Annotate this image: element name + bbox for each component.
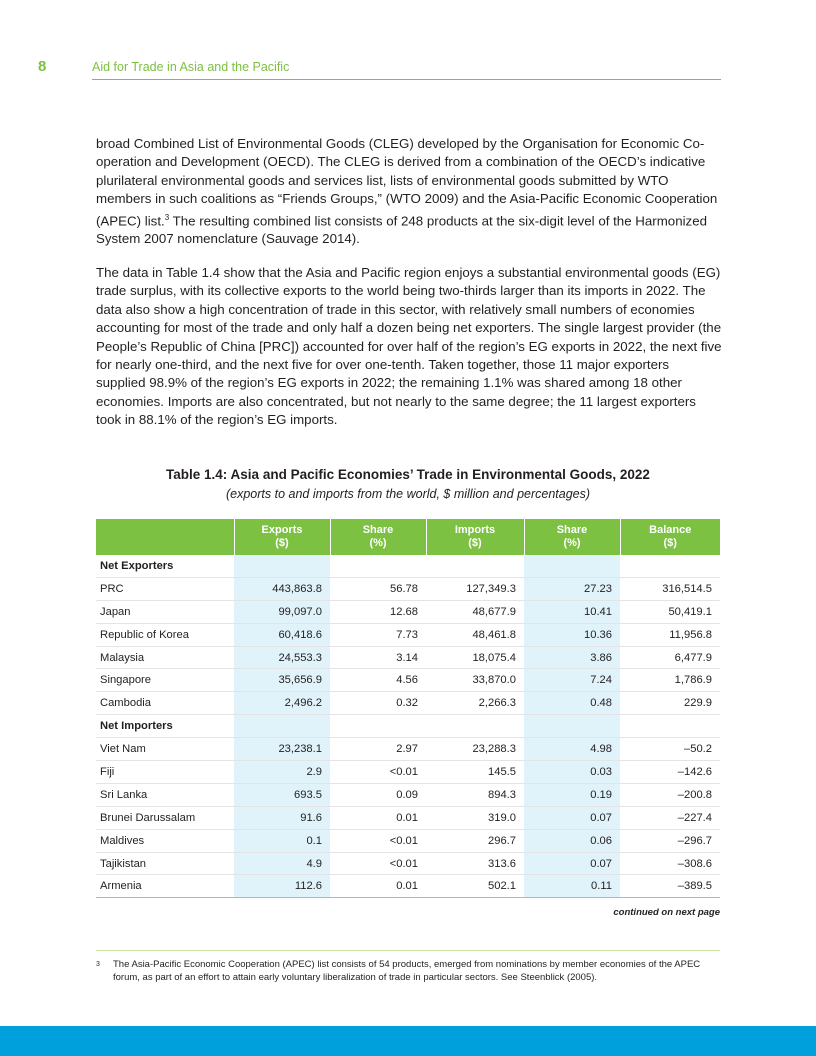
empty-cell (524, 555, 620, 577)
paragraph-1-text-a: broad Combined List of Environmental Goods (CLEG) developed by the Organisation for Economic Co-operation and Development (OECD). The CLEG is derived from a combination of the OECD’s indicative plurilateral environmental goods and services list, lists of environmental goods submitted by WTO members in such coalitions as “Friends Groups,” (WTO 2009) and the Asia-Pacific Economic Cooperation (APEC) list. (96, 136, 718, 229)
cell-imports: 48,461.8 (426, 623, 524, 646)
cell-imports: 502.1 (426, 875, 524, 898)
footnote-reference: 3 (164, 212, 170, 222)
economy-name: Singapore (96, 669, 234, 692)
cell-balance: 316,514.5 (620, 577, 720, 600)
cell-imp-share: 27.23 (524, 577, 620, 600)
economy-name: Republic of Korea (96, 623, 234, 646)
column-header-balance: Balance ($) (620, 519, 720, 555)
table-row (96, 646, 720, 669)
cell-exports: 2,496.2 (234, 692, 330, 715)
economy-name: Japan (96, 600, 234, 623)
cell-exp-share: 2.97 (330, 738, 426, 761)
cell-exp-share: 0.32 (330, 692, 426, 715)
cell-balance: 50,419.1 (620, 600, 720, 623)
cell-exports: 91.6 (234, 806, 330, 829)
paragraph-1 (96, 135, 722, 249)
table-row (96, 669, 720, 692)
cell-balance: –50.2 (620, 738, 720, 761)
economy-name: Malaysia (96, 646, 234, 669)
page-header (38, 56, 721, 80)
cell-balance: –389.5 (620, 875, 720, 898)
economy-name: Sri Lanka (96, 783, 234, 806)
cell-exports: 99,097.0 (234, 600, 330, 623)
paragraph-2: The data in Table 1.4 show that the Asia and Pacific region enjoys a substantial environmental goods (EG) trade surplus, with its collective exports to the world being two-thirds larger than its imports in 2022. The data also show a high concentration of trade in this sector, with relatively small numbers of economies accounting for most of the trade and only half a dozen being net exporters. The single largest provider (the People’s Republic of China [PRC]) accounted for over half of the region’s EG exports in 2022, the next five for nearly one-third, and the next five for over one-tenth. Taken together, those 11 major exporters supplied 98.9% of the region’s EG exports in 2022; the remaining 1.1% was shared among 18 other economies. Imports are also concentrated, but not nearly to the same degree; the 11 largest exporters took in 88.1% of the region’s EG imports. (96, 265, 722, 428)
cell-exp-share: 0.01 (330, 875, 426, 898)
cell-imports: 145.5 (426, 761, 524, 784)
cell-imp-share: 3.86 (524, 646, 620, 669)
cell-imports: 319.0 (426, 806, 524, 829)
running-title: Aid for Trade in Asia and the Pacific (92, 60, 290, 74)
cell-exports: 4.9 (234, 852, 330, 875)
section-label: Net Exporters (96, 555, 234, 577)
cell-exp-share: <0.01 (330, 852, 426, 875)
table-row (96, 806, 720, 829)
column-header-exports: Exports ($) (234, 519, 330, 555)
empty-cell (234, 555, 330, 577)
footnote-text: The Asia-Pacific Economic Cooperation (APEC) list consists of 54 products, emerged from nominations by member economies of the APEC forum, as part of an effort to attain early voluntary liberalization of trade in particular sectors. See Steenblick (2005). (113, 959, 701, 983)
economy-name: Viet Nam (96, 738, 234, 761)
cell-imports: 33,870.0 (426, 669, 524, 692)
table-row (96, 761, 720, 784)
cell-exports: 23,238.1 (234, 738, 330, 761)
cell-imports: 2,266.3 (426, 692, 524, 715)
cell-exports: 112.6 (234, 875, 330, 898)
empty-cell (234, 715, 330, 738)
table-row (96, 783, 720, 806)
trade-table (96, 519, 720, 898)
cell-balance: 6,477.9 (620, 646, 720, 669)
cell-imp-share: 4.98 (524, 738, 620, 761)
continued-note: continued on next page (613, 907, 720, 918)
cell-imp-share: 0.06 (524, 829, 620, 852)
cell-exp-share: 12.68 (330, 600, 426, 623)
section-label: Net Importers (96, 715, 234, 738)
cell-exp-share: 56.78 (330, 577, 426, 600)
cell-balance: 11,956.8 (620, 623, 720, 646)
economy-name: Tajikistan (96, 852, 234, 875)
table-row (96, 875, 720, 898)
cell-imports: 127,349.3 (426, 577, 524, 600)
cell-imports: 48,677.9 (426, 600, 524, 623)
section-row-net-importers (96, 715, 720, 738)
cell-imports: 23,288.3 (426, 738, 524, 761)
cell-balance: 1,786.9 (620, 669, 720, 692)
empty-cell (330, 715, 426, 738)
cell-exp-share: 3.14 (330, 646, 426, 669)
empty-cell (330, 555, 426, 577)
cell-imports: 894.3 (426, 783, 524, 806)
cell-imp-share: 0.03 (524, 761, 620, 784)
table-row (96, 577, 720, 600)
economy-name: Cambodia (96, 692, 234, 715)
footnote-mark: 3 (96, 961, 100, 968)
cell-exports: 693.5 (234, 783, 330, 806)
table-row (96, 692, 720, 715)
table-row (96, 600, 720, 623)
footnote-rule (96, 950, 720, 951)
cell-exports: 35,656.9 (234, 669, 330, 692)
footnote (96, 958, 720, 984)
cell-imports: 18,075.4 (426, 646, 524, 669)
empty-cell (620, 715, 720, 738)
cell-imp-share: 0.48 (524, 692, 620, 715)
table-header-row (96, 519, 720, 555)
table-row (96, 623, 720, 646)
cell-exports: 24,553.3 (234, 646, 330, 669)
cell-imp-share: 0.19 (524, 783, 620, 806)
column-header-import-share: Share (%) (524, 519, 620, 555)
cell-exp-share: 0.09 (330, 783, 426, 806)
table-row (96, 738, 720, 761)
cell-balance: –296.7 (620, 829, 720, 852)
cell-exp-share: <0.01 (330, 761, 426, 784)
section-row-net-exporters (96, 555, 720, 577)
cell-imp-share: 0.07 (524, 806, 620, 829)
column-header-imports: Imports ($) (426, 519, 524, 555)
bottom-color-bar (0, 1026, 816, 1056)
cell-imp-share: 7.24 (524, 669, 620, 692)
empty-cell (426, 555, 524, 577)
cell-balance: 229.9 (620, 692, 720, 715)
cell-imp-share: 0.07 (524, 852, 620, 875)
table-row (96, 852, 720, 875)
paragraph-1-text-b: The resulting combined list consists of 248 products at the six-digit level of the Harmonized System 2007 nomenclature (Sauvage 2014). (96, 213, 707, 247)
cell-balance: –142.6 (620, 761, 720, 784)
empty-cell (620, 555, 720, 577)
economy-name: PRC (96, 577, 234, 600)
cell-imp-share: 10.36 (524, 623, 620, 646)
column-header-export-share: Share (%) (330, 519, 426, 555)
table-row (96, 829, 720, 852)
cell-exports: 0.1 (234, 829, 330, 852)
column-header-economy (96, 519, 234, 555)
cell-imp-share: 10.41 (524, 600, 620, 623)
economy-name: Fiji (96, 761, 234, 784)
cell-exp-share: 0.01 (330, 806, 426, 829)
cell-exp-share: 4.56 (330, 669, 426, 692)
cell-imp-share: 0.11 (524, 875, 620, 898)
economy-name: Brunei Darussalam (96, 806, 234, 829)
economy-name: Armenia (96, 875, 234, 898)
header-rule (92, 79, 721, 80)
cell-exports: 443,863.8 (234, 577, 330, 600)
empty-cell (426, 715, 524, 738)
cell-exp-share: 7.73 (330, 623, 426, 646)
cell-imports: 296.7 (426, 829, 524, 852)
table-title: Table 1.4: Asia and Pacific Economies’ Trade in Environmental Goods, 2022 (166, 467, 650, 482)
cell-balance: –308.6 (620, 852, 720, 875)
economy-name: Maldives (96, 829, 234, 852)
empty-cell (524, 715, 620, 738)
cell-imports: 313.6 (426, 852, 524, 875)
table-subtitle: (exports to and imports from the world, $ million and percentages) (225, 487, 591, 501)
cell-exports: 60,418.6 (234, 623, 330, 646)
cell-exp-share: <0.01 (330, 829, 426, 852)
cell-balance: –200.8 (620, 783, 720, 806)
cell-exports: 2.9 (234, 761, 330, 784)
page-number: 8 (38, 58, 47, 75)
cell-balance: –227.4 (620, 806, 720, 829)
